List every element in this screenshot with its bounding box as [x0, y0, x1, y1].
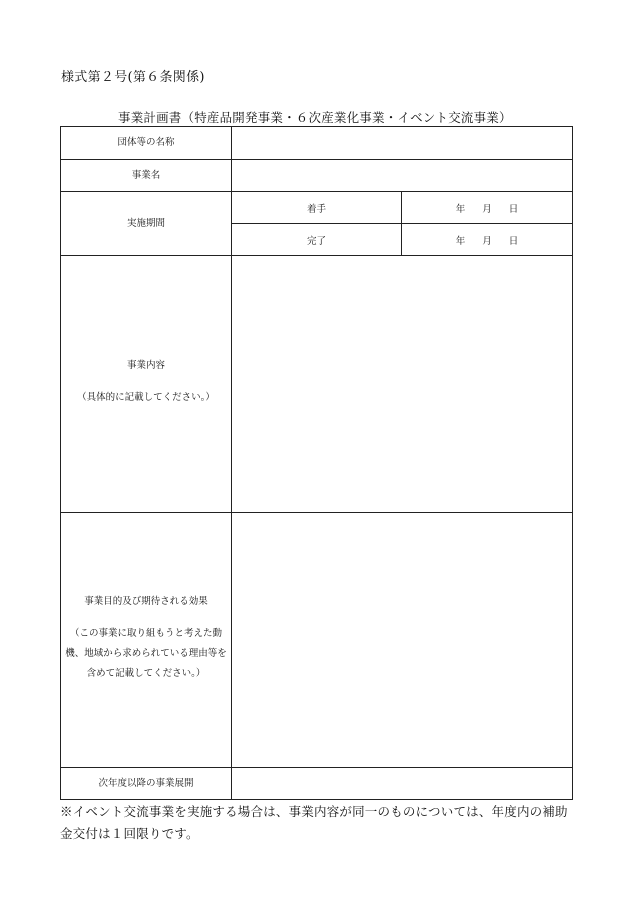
- purpose-field[interactable]: [232, 513, 573, 768]
- start-date-field[interactable]: [402, 192, 573, 224]
- content-note: （具体的に記載してください。）: [77, 391, 215, 403]
- period-start-row: [61, 192, 573, 224]
- plan-table: [60, 126, 573, 800]
- next-year-field[interactable]: [232, 768, 573, 800]
- content-label: 事業内容: [126, 360, 165, 372]
- start-day-label: 日: [508, 203, 519, 215]
- form-number: 様式第２号(第６条関係): [61, 70, 205, 85]
- purpose-note: （この事業に取り組もうと考えた動機、地域から求められている理由等を含めて記載してください。）: [65, 627, 227, 679]
- content-label-cell: [61, 256, 232, 513]
- start-month-label: 月: [482, 203, 492, 215]
- purpose-row: [61, 513, 573, 768]
- end-day-label: 日: [508, 235, 519, 247]
- period-label: 実施期間: [61, 192, 232, 256]
- content-field[interactable]: [232, 256, 573, 513]
- organization-row: [61, 127, 573, 160]
- start-label: 着手: [232, 192, 402, 224]
- project-name-row: [61, 160, 573, 192]
- organization-label: 団体等の名称: [61, 127, 232, 160]
- end-year-label: 年: [455, 235, 466, 247]
- next-year-label: 次年度以降の事業展開: [61, 768, 232, 800]
- organization-field[interactable]: [232, 127, 573, 160]
- project-name-field[interactable]: [232, 160, 573, 192]
- end-date-field[interactable]: [402, 224, 573, 256]
- purpose-label: 事業目的及び期待される効果: [84, 596, 208, 608]
- footnote: ※イベント交流事業を実施する場合は、事業内容が同一のものについては、年度内の補助金交付は１回限りです。: [60, 804, 568, 841]
- start-year-label: 年: [455, 203, 466, 215]
- end-label: 完了: [232, 224, 402, 256]
- purpose-label-cell: [61, 513, 232, 768]
- next-year-row: [61, 768, 573, 800]
- end-month-label: 月: [482, 235, 492, 247]
- document-title: 事業計画書（特産品開発事業・６次産業化事業・イベント交流事業）: [118, 110, 512, 125]
- content-row: [61, 256, 573, 513]
- project-name-label: 事業名: [61, 160, 232, 192]
